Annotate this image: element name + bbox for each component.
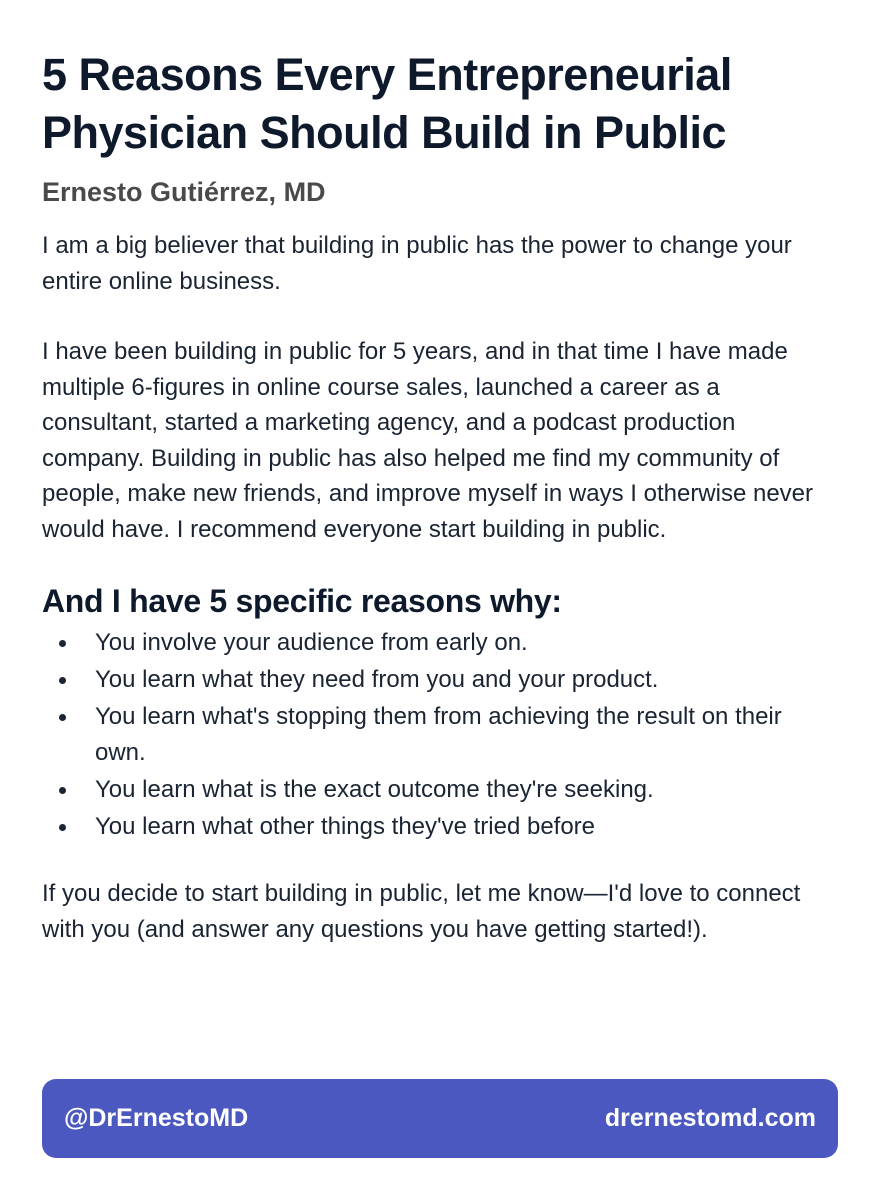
bullet-icon: [59, 714, 66, 721]
footer-banner: [42, 1079, 838, 1158]
list-item: [42, 809, 838, 845]
list-item: [42, 772, 838, 808]
reason-text: You learn what's stopping them from achieving the result on their own.: [95, 703, 782, 766]
bullet-icon: [59, 824, 66, 831]
website-link[interactable]: drernestomd.com: [604, 1104, 816, 1132]
author-name: Ernesto Gutiérrez, MD: [42, 177, 326, 207]
reason-text: You learn what other things they've tried before: [95, 812, 596, 840]
reason-text: You learn what they need from you and your product.: [95, 666, 659, 693]
intro-paragraph: I am a big believer that building in public has the power to change your entire online business.: [42, 232, 792, 295]
social-handle[interactable]: @DrErnestoMD: [64, 1104, 249, 1132]
bullet-icon: [59, 787, 66, 794]
bullet-icon: [59, 640, 66, 647]
list-item: [42, 625, 838, 661]
article: [42, 46, 838, 947]
reasons-heading: And I have 5 specific reasons why:: [42, 583, 562, 619]
reasons-list: [42, 625, 838, 844]
article-title: 5 Reasons Every Entrepreneurial Physician Should Build in Public: [42, 49, 732, 158]
reason-text: You involve your audience from early on.: [95, 629, 528, 656]
list-item: [42, 662, 838, 698]
reason-text: You learn what is the exact outcome they're seeking.: [95, 775, 654, 803]
bullet-icon: [59, 677, 66, 684]
closing-paragraph: If you decide to start building in public, let me know—I'd love to connect with you (and answer any questions you have getting started!).: [42, 880, 801, 943]
experience-paragraph: I have been building in public for 5 years, and in that time I have made multiple 6-figures in online course sales, launched a career as a consultant, started a marketing agency, and a podcast production company. Building in public has also helped me find my community of people, make new friends, and improve myself in ways I otherwise never would have. I recommend everyone start building in public.: [42, 338, 814, 543]
list-item: [42, 699, 838, 770]
